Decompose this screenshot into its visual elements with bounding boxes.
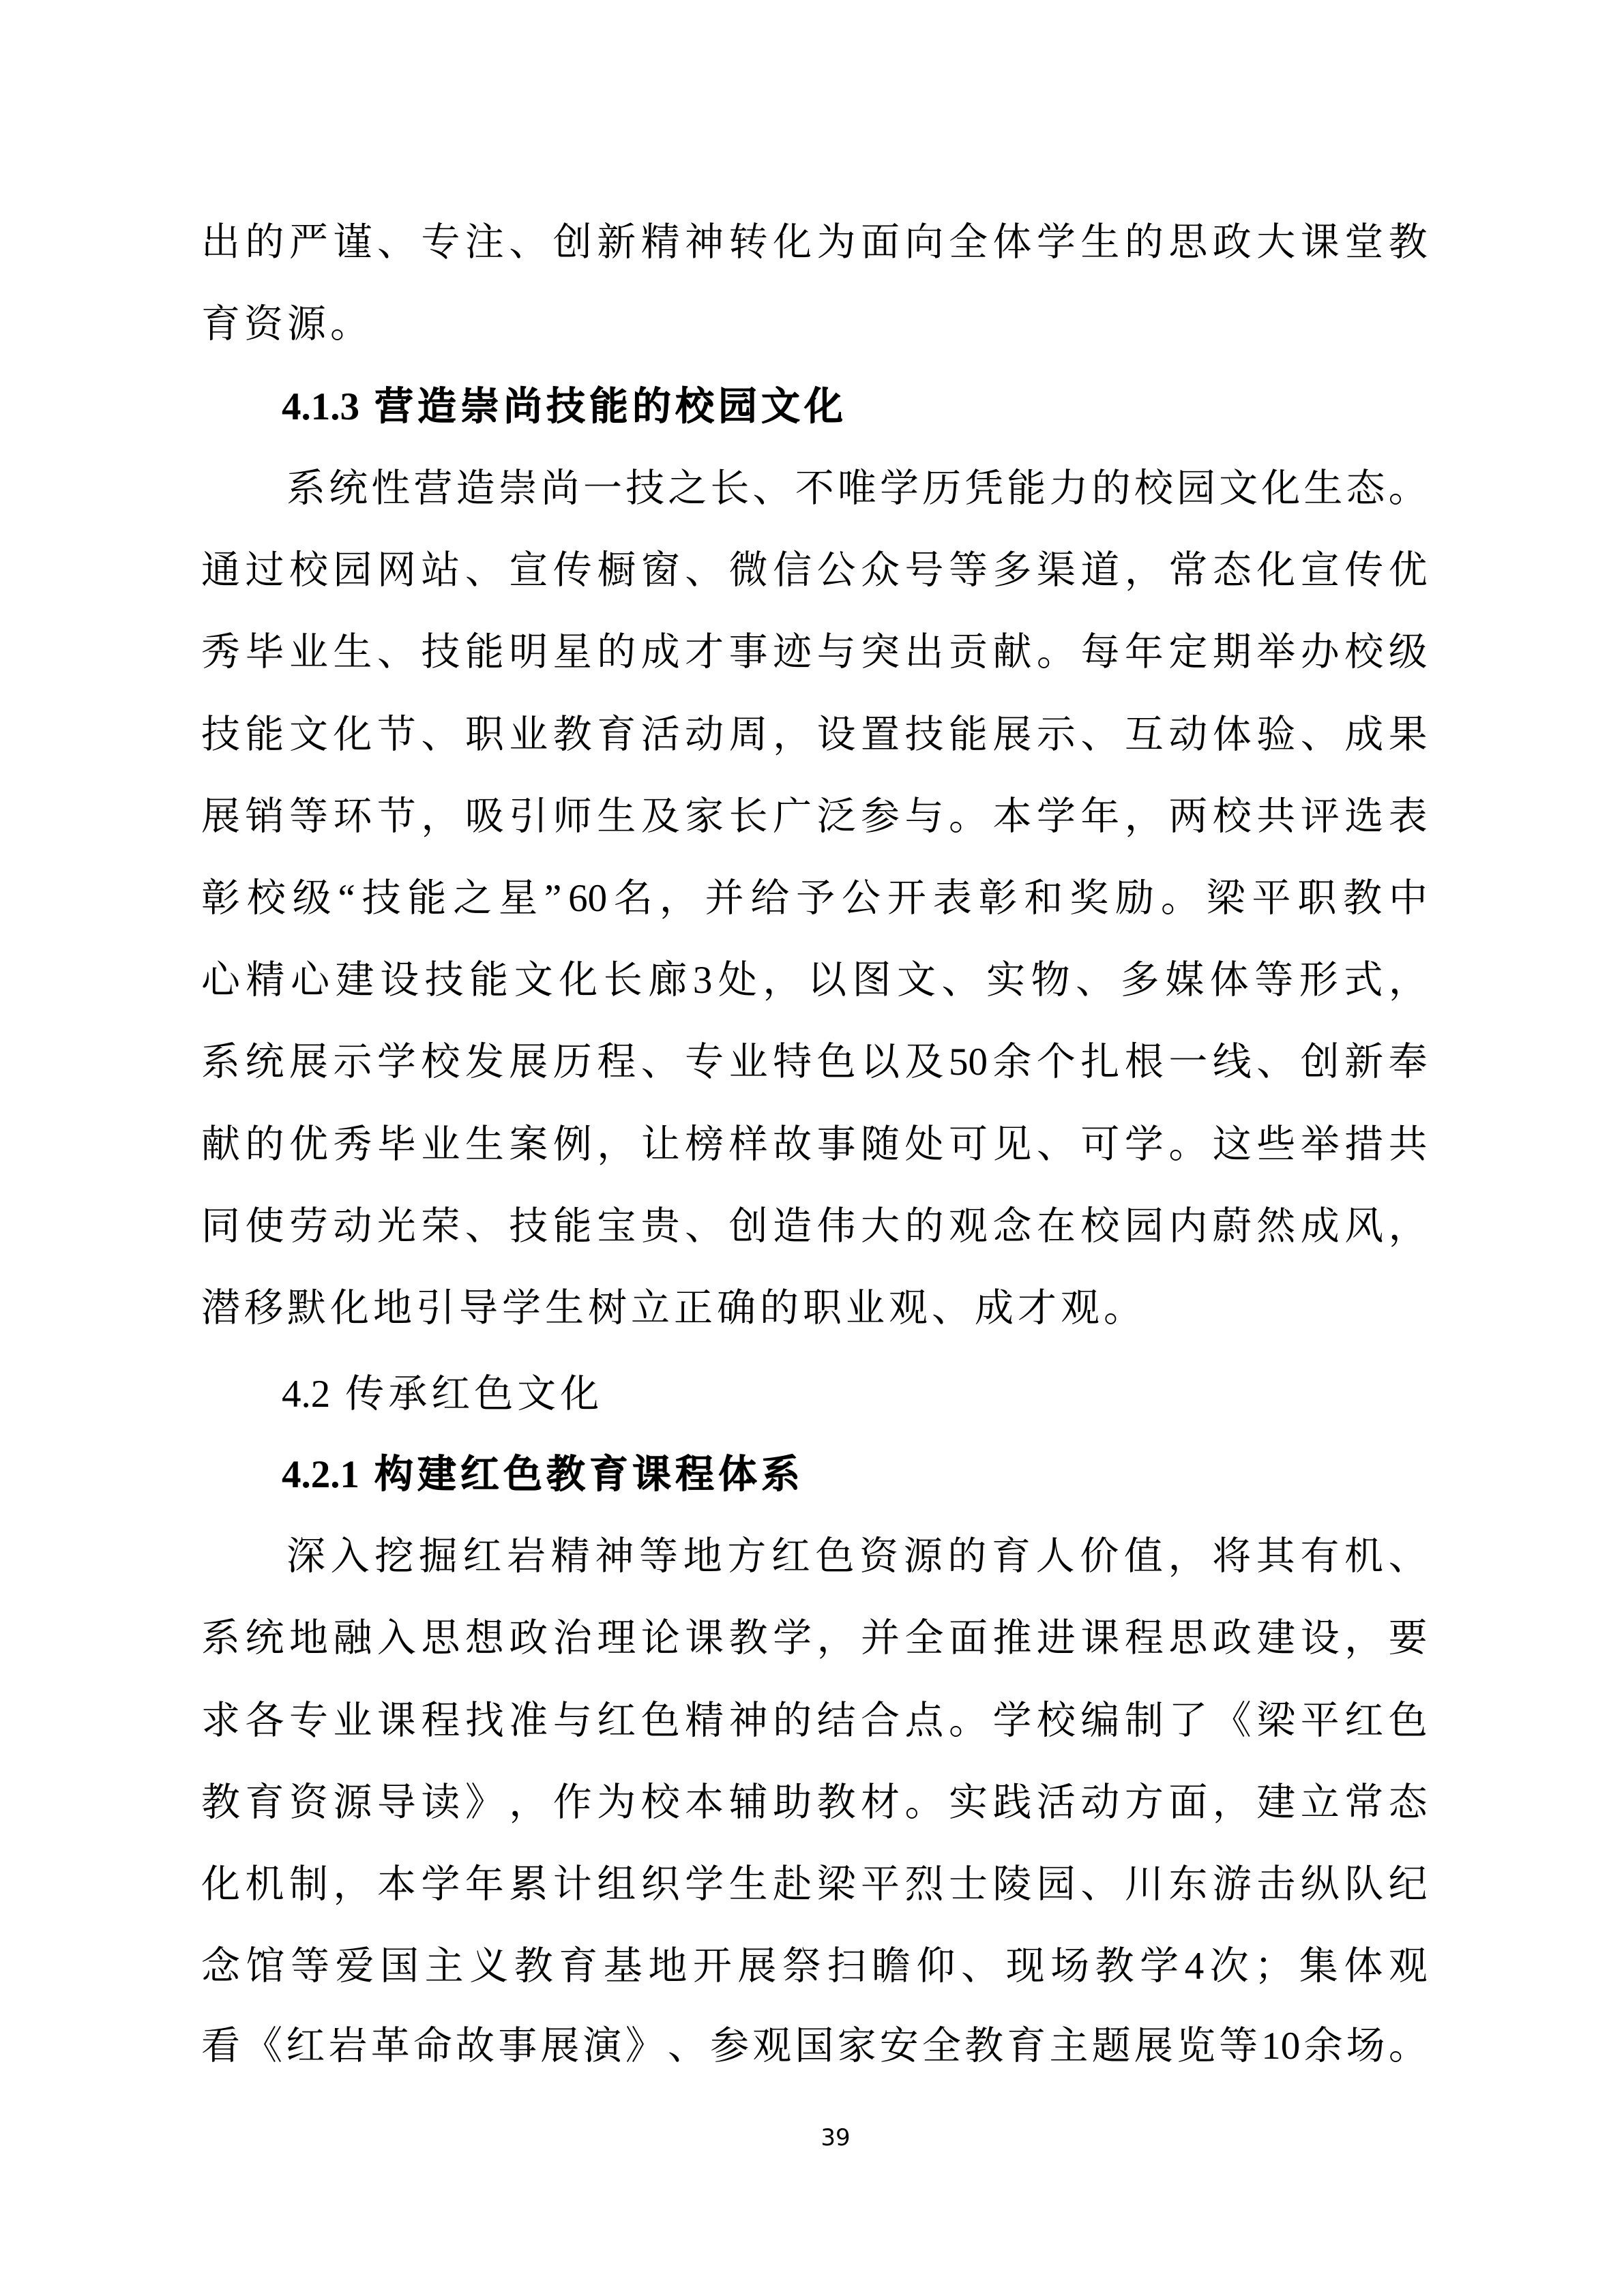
paragraph-line: 潜移默化地引导学生树立正确的职业观、成才观。 — [201, 1287, 1147, 1330]
paragraph-line: 系 统 性 营 造 崇 尚 一 技 之 长 、 不 唯 学 历 凭 能 力 的 校 园 文 化 生 态 。 — [286, 467, 1428, 510]
paragraph-line: 育资源。 — [201, 303, 373, 346]
paragraph-line: 出 的 严 谨 、 专 注 、 创 新 精 神 转 化 为 面 向 全 体 学 生 的 思 政 大 课 堂 教 — [201, 221, 1428, 264]
page-number: 39 — [821, 2124, 851, 2151]
paragraph-line: 展 销 等 环 节 ， 吸 引 师 生 及 家 长 广 泛 参 与 。 本 学 年 ， 两 校 共 评 选 表 — [201, 795, 1428, 838]
heading-title: 传承红色文化 — [345, 1373, 604, 1416]
section-heading-4-1-3 — [282, 366, 847, 448]
paragraph-line: 教 育 资 源 导 读 》 ， 作 为 校 本 辅 助 教 材 。 实 践 活 动 方 面 ， 建 立 常 态 — [201, 1781, 1428, 1824]
paragraph-line: 深 入 挖 掘 红 岩 精 神 等 地 方 红 色 资 源 的 育 人 价 值 ， 将 其 有 机 、 — [286, 1535, 1428, 1578]
heading-title: 营造崇尚技能的校园文化 — [374, 385, 847, 428]
paragraph-line: 技 能 文 化 节 、 职 业 教 育 活 动 周 ， 设 置 技 能 展 示 、 互 动 体 验 、 成 果 — [201, 713, 1428, 756]
paragraph-line: 化 机 制 ， 本 学 年 累 计 组 织 学 生 赴 梁 平 烈 士 陵 园 、 川 东 游 击 纵 队 纪 — [201, 1863, 1428, 1906]
heading-number: 4.2 — [282, 1373, 331, 1416]
paragraph-line: 献 的 优 秀 毕 业 生 案 例 ， 让 榜 样 故 事 随 处 可 见 、 可 学 。 这 些 举 措 共 — [201, 1123, 1428, 1166]
paragraph-line: 看 《 红 岩 革 命 故 事 展 演 》 、 参 观 国 家 安 全 教 育 主 题 展 览 等 10 余 场 。 — [201, 2025, 1428, 2068]
paragraph-line: 心 精 心 建 设 技 能 文 化 长 廊 3 处 ， 以 图 文 、 实 物 、 多 媒 体 等 形 式 ， — [201, 959, 1428, 1002]
paragraph-line: 彰 校 级 “ 技 能 之 星 ” 60 名 ， 并 给 予 公 开 表 彰 和 奖 励 。 梁 平 职 教 中 — [201, 877, 1428, 920]
heading-number: 4.2.1 — [282, 1453, 359, 1496]
paragraph-line: 系 统 展 示 学 校 发 展 历 程 、 专 业 特 色 以 及 50 余 个 扎 根 一 线 、 创 新 奉 — [201, 1041, 1428, 1084]
paragraph-line: 同 使 劳 动 光 荣 、 技 能 宝 贵 、 创 造 伟 大 的 观 念 在 校 园 内 蔚 然 成 风 ， — [201, 1205, 1428, 1248]
paragraph-line: 念 馆 等 爱 国 主 义 教 育 基 地 开 展 祭 扫 瞻 仰 、 现 场 教 学 4 次 ； 集 体 观 — [201, 1945, 1428, 1988]
paragraph-line: 系 统 地 融 入 思 想 政 治 理 论 课 教 学 ， 并 全 面 推 进 课 程 思 政 建 设 ， 要 — [201, 1617, 1428, 1660]
section-heading-4-2-1 — [282, 1434, 804, 1516]
heading-title: 构建红色教育课程体系 — [374, 1453, 804, 1496]
paragraph-line: 通 过 校 园 网 站 、 宣 传 橱 窗 、 微 信 公 众 号 等 多 渠 道 ， 常 态 化 宣 传 优 — [201, 549, 1428, 592]
paragraph-line: 秀 毕 业 生 、 技 能 明 星 的 成 才 事 迹 与 突 出 贡 献 。 每 年 定 期 举 办 校 级 — [201, 631, 1428, 674]
paragraph-line: 求 各 专 业 课 程 找 准 与 红 色 精 神 的 结 合 点 。 学 校 编 制 了 《 梁 平 红 色 — [201, 1699, 1428, 1742]
heading-number: 4.1.3 — [282, 385, 359, 428]
section-heading-4-2 — [282, 1354, 603, 1435]
